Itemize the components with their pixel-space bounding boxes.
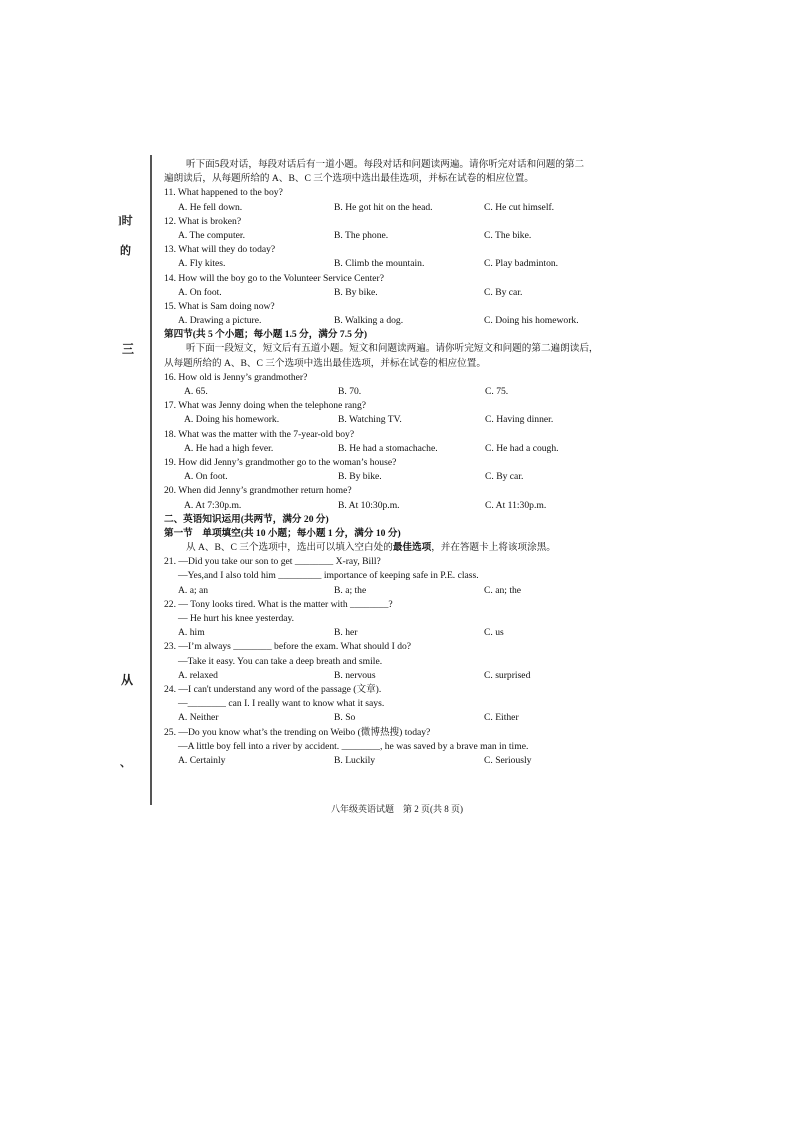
option-b: B. At 10:30p.m. bbox=[338, 499, 400, 511]
option-a: A. a; an bbox=[178, 584, 209, 596]
options-row bbox=[164, 669, 634, 683]
question-stem: 12. What is broken? bbox=[164, 215, 242, 227]
options-row bbox=[164, 413, 634, 427]
section-intro: 听下面一段短文，短文后有五道小题。短文和问题读两遍。请你听完短文和问题的第二遍朗读后， bbox=[186, 343, 599, 355]
section-intro: 遍朗读后，从每题所给的 A、B、C 三个选项中选出最佳选项，并标在试卷的相应位置。 bbox=[164, 173, 534, 185]
section-intro: 从每题所给的 A、B、C 三个选项中选出最佳选项，并标在试卷的相应位置。 bbox=[164, 357, 486, 369]
options-row bbox=[164, 229, 634, 243]
option-b: B. He had a stomachache. bbox=[338, 442, 438, 454]
page-footer: 八年级英语试题 第 2 页(共 8 页) bbox=[331, 804, 463, 814]
option-a: A. On foot. bbox=[178, 286, 222, 298]
question-stem: 23. —I’m always ________ before the exam. What should I do? bbox=[164, 641, 412, 653]
options-row bbox=[164, 470, 634, 484]
question-line: —________ can I. I really want to know what it says. bbox=[178, 698, 385, 710]
question-line: — He hurt his knee yesterday. bbox=[178, 613, 295, 624]
option-c: C. He had a cough. bbox=[485, 442, 559, 454]
question-stem: 11. What happened to the boy? bbox=[164, 187, 283, 199]
question-line: —Yes,and I also told him _________ importance of keeping safe in P.E. class. bbox=[178, 570, 479, 582]
question-stem: 20. When did Jenny’s grandmother return home? bbox=[164, 485, 352, 497]
option-a: A. On foot. bbox=[184, 471, 228, 483]
question-stem: 21. —Did you take our son to get ________ X-ray, Bill? bbox=[164, 556, 381, 568]
option-a: A. Fly kites. bbox=[178, 258, 226, 270]
option-b: B. The phone. bbox=[334, 229, 389, 241]
option-a: A. Doing his homework. bbox=[184, 414, 280, 426]
option-b: B. nervous bbox=[334, 669, 376, 681]
exam-content bbox=[164, 158, 634, 768]
options-row bbox=[164, 626, 634, 640]
option-b: B. He got hit on the head. bbox=[334, 201, 433, 213]
option-a: A. him bbox=[178, 627, 205, 639]
option-c: C. The bike. bbox=[484, 229, 532, 241]
option-a: A. At 7:30p.m. bbox=[184, 499, 242, 511]
margin-text: 、 bbox=[120, 757, 131, 769]
option-c: C. 75. bbox=[485, 386, 509, 397]
option-c: C. Seriously bbox=[484, 754, 532, 766]
option-c: C. By car. bbox=[485, 471, 524, 483]
question-stem: 24. —I can't understand any word of the passage (文章). bbox=[164, 683, 382, 695]
margin-text: ]时 bbox=[118, 215, 133, 227]
option-c: C. Either bbox=[484, 712, 519, 724]
option-c: C. us bbox=[484, 627, 504, 639]
question-stem: 25. —Do you know what’s the trending on Weibo (微博热搜) today? bbox=[164, 726, 431, 738]
margin-text: 三 bbox=[122, 342, 135, 356]
option-b: B. 70. bbox=[338, 386, 362, 397]
options-row bbox=[164, 584, 634, 598]
question-stem: 17. What was Jenny doing when the telephone rang? bbox=[164, 400, 367, 412]
question-stem: 18. What was the matter with the 7-year-old boy? bbox=[164, 428, 355, 440]
options-row bbox=[164, 711, 634, 725]
question-stem: 16. How old is Jenny’s grandmother? bbox=[164, 371, 308, 383]
margin-text: 的 bbox=[120, 245, 131, 257]
intro-text: ，并在答题卡上将该项涂黑。 bbox=[431, 542, 556, 554]
option-c: C. Having dinner. bbox=[485, 414, 554, 426]
option-b: B. Walking a dog. bbox=[334, 315, 404, 327]
option-a: A. 65. bbox=[184, 386, 208, 397]
option-c: C. Play badminton. bbox=[484, 258, 559, 270]
option-c: C. surprised bbox=[484, 669, 531, 681]
option-b: B. By bike. bbox=[334, 286, 378, 298]
options-row bbox=[164, 385, 634, 399]
option-b: B. Climb the mountain. bbox=[334, 258, 425, 270]
section-intro: 听下面5段对话，每段对话后有一道小题。每段对话和问题读两遍。请你听完对话和问题的第二 bbox=[186, 159, 585, 170]
option-c: C. an; the bbox=[484, 584, 522, 596]
option-a: A. Certainly bbox=[178, 754, 226, 766]
section-intro bbox=[164, 541, 634, 555]
options-row bbox=[164, 499, 634, 513]
option-a: A. Drawing a picture. bbox=[178, 315, 262, 327]
option-b: B. By bike. bbox=[338, 471, 382, 483]
margin-text: 从 bbox=[121, 673, 134, 687]
option-b: B. her bbox=[334, 627, 358, 639]
options-row bbox=[164, 442, 634, 456]
options-row bbox=[164, 257, 634, 271]
options-row bbox=[164, 754, 634, 768]
question-line: —Take it easy. You can take a deep breath and smile. bbox=[178, 655, 383, 667]
question-stem: 19. How did Jenny’s grandmother go to the woman’s house? bbox=[164, 456, 397, 468]
question-stem: 13. What will they do today? bbox=[164, 244, 276, 256]
part-title: 二、英语知识运用(共两节，满分 20 分) bbox=[164, 513, 329, 525]
question-stem: 14. How will the boy go to the Volunteer Service Center? bbox=[164, 272, 384, 284]
question-line: —A little boy fell into a river by accident. ________, he was saved by a brave man in time. bbox=[178, 740, 529, 752]
options-row bbox=[164, 314, 634, 328]
option-c: C. At 11:30p.m. bbox=[485, 499, 547, 511]
option-a: A. relaxed bbox=[178, 669, 218, 681]
option-c: C. By car. bbox=[484, 286, 523, 298]
option-a: A. The computer. bbox=[178, 229, 245, 241]
option-b: B. a; the bbox=[334, 584, 367, 596]
option-b: B. So bbox=[334, 712, 356, 724]
intro-emphasis: 最佳选项 bbox=[392, 542, 432, 554]
question-stem: 22. — Tony looks tired. What is the matter with ________? bbox=[164, 598, 393, 610]
option-a: A. Neither bbox=[178, 712, 219, 724]
option-b: B. Luckily bbox=[334, 754, 376, 766]
intro-text: 从 A、B、C 三个选项中，选出可以填入空白处的 bbox=[186, 542, 393, 554]
option-c: C. He cut himself. bbox=[484, 201, 555, 213]
section-title: 第一节 单项填空(共 10 小题；每小题 1 分，满分 10 分) bbox=[164, 527, 401, 539]
section-title: 第四节(共 5 个小题；每小题 1.5 分，满分 7.5 分) bbox=[164, 329, 368, 341]
options-row bbox=[164, 286, 634, 300]
options-row bbox=[164, 201, 634, 215]
question-stem: 15. What is Sam doing now? bbox=[164, 300, 275, 312]
option-c: C. Doing his homework. bbox=[484, 315, 579, 327]
option-a: A. He fell down. bbox=[178, 201, 243, 213]
option-a: A. He had a high fever. bbox=[184, 442, 274, 454]
binding-line bbox=[150, 155, 152, 805]
option-b: B. Watching TV. bbox=[338, 414, 402, 426]
